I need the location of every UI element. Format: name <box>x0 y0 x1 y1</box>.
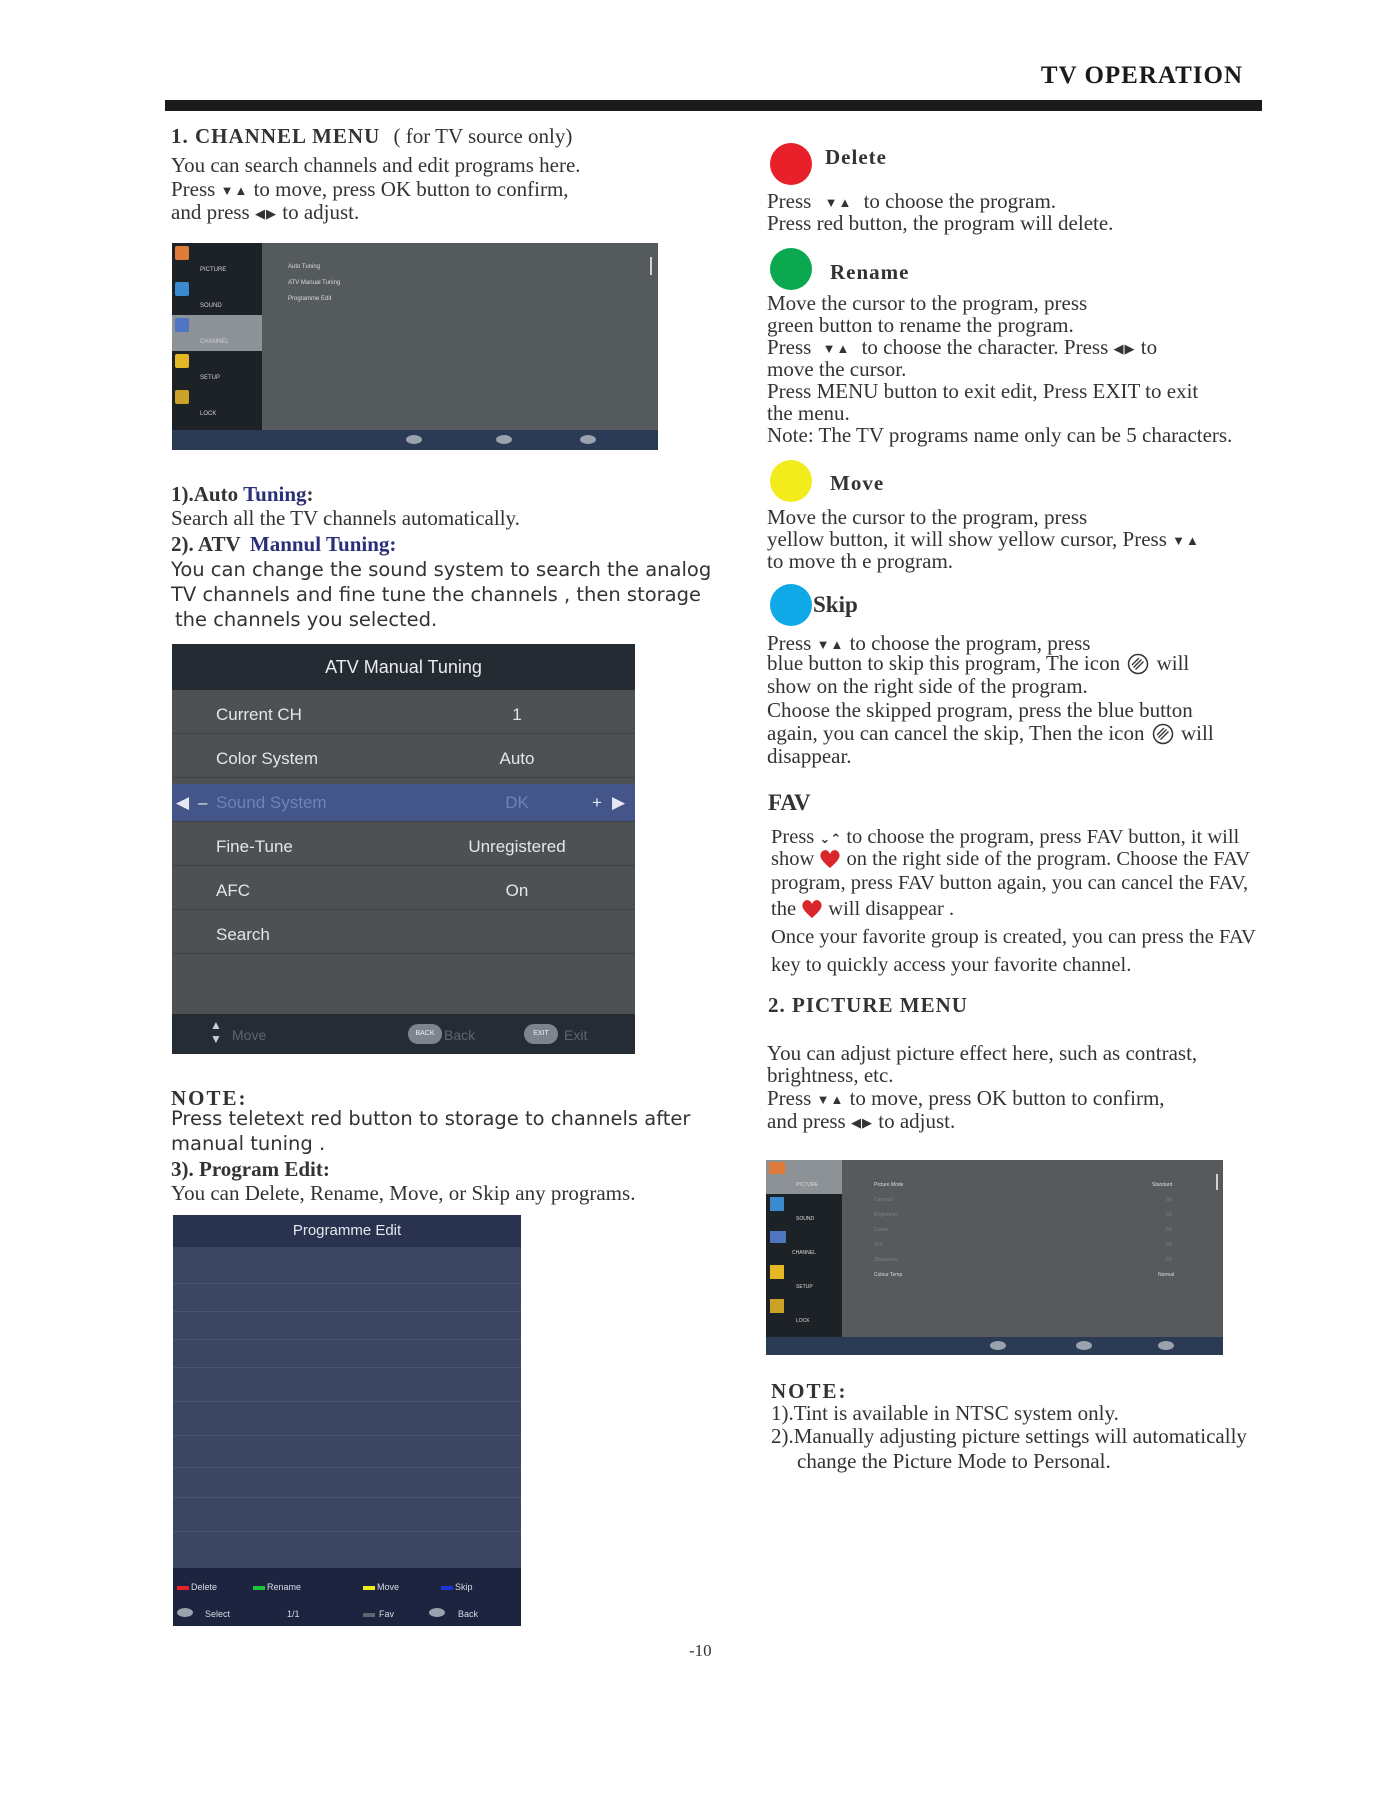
atv-manual-desc3: the channels you selected. <box>175 608 438 631</box>
text-press: Press <box>767 631 812 655</box>
plus-icon: + <box>592 793 602 812</box>
back-key-icon <box>408 1024 442 1044</box>
scrollbar <box>1216 1174 1218 1190</box>
text-adjust: to adjust. <box>878 1109 956 1133</box>
skip-line6: disappear. <box>767 744 852 768</box>
auto-tuning-label <box>171 483 314 505</box>
mannul-tuning-label: Mannul Tuning: <box>249 532 397 556</box>
picture-option: Sharpness <box>874 1257 898 1263</box>
picture-menu-line3 <box>767 1087 1165 1111</box>
sidebar-item-setup <box>172 351 262 387</box>
footer-back: Back <box>458 1609 479 1619</box>
skip-line5 <box>767 722 1214 745</box>
text-press: Press <box>771 826 815 848</box>
channel-menu-heading <box>171 125 572 147</box>
atv-row <box>172 872 635 910</box>
red-key-icon <box>177 1586 189 1590</box>
footer-skip: Skip <box>455 1582 473 1592</box>
atv-row-selected <box>172 784 635 822</box>
footer-fav: Fav <box>379 1609 395 1619</box>
picture-icon <box>175 246 189 260</box>
sidebar-item-picture <box>766 1160 842 1194</box>
ok-key-icon <box>177 1608 193 1617</box>
note-line2: manual tuning . <box>171 1132 326 1155</box>
divider <box>173 1367 521 1368</box>
skip-title: Skip <box>813 592 858 617</box>
divider <box>173 1467 521 1468</box>
pe-screen-footer <box>173 1568 521 1626</box>
auto-label: 1).Auto <box>171 482 239 506</box>
picture-menu-title: 2. PICTURE MENU <box>768 993 968 1017</box>
menu-option: Auto Tuning <box>288 264 321 270</box>
yellow-circle-icon <box>770 460 812 502</box>
atv-row <box>172 828 635 866</box>
exit-key-label: EXIT <box>533 1030 549 1037</box>
sidebar-label: SETUP <box>796 1284 813 1290</box>
fav-line3: program, press FAV button again, you can cancel the FAV, <box>771 872 1249 894</box>
picture-value: 50 <box>1166 1212 1172 1218</box>
sidebar-item-channel <box>766 1228 842 1262</box>
key-icon <box>580 435 596 444</box>
down-up-arrows-icon: ▼▲ <box>816 637 845 652</box>
menu-option: ATV Manual Tuning <box>288 280 341 286</box>
sidebar-label: LOCK <box>200 411 217 417</box>
channel-menu-line3 <box>171 201 359 225</box>
text-blue-button: blue button to skip this program, The icon <box>767 651 1121 675</box>
note-line1: Press teletext red button to storage to channels after <box>171 1107 691 1130</box>
key-icon <box>496 435 512 444</box>
delete-line2: Press red button, the program will delete. <box>767 211 1114 235</box>
back-key-label: BACK <box>415 1030 435 1037</box>
atv-manual-tuning-screenshot <box>172 644 635 1054</box>
text-and-press: and press <box>767 1109 846 1133</box>
skip-line3: show on the right side of the program. <box>767 674 1088 698</box>
down-up-arrows-icon: ▼▲ <box>1172 533 1200 548</box>
down-up-chevrons-icon: ⌄⌃ <box>819 832 842 847</box>
heart-icon <box>819 849 841 869</box>
atv-manual-label <box>171 533 396 555</box>
atv-row <box>172 696 635 734</box>
text-press: Press <box>767 335 812 359</box>
picture-option: Brightness <box>874 1212 898 1218</box>
sidebar-item-lock <box>172 387 262 423</box>
footer-rename: Rename <box>267 1582 302 1592</box>
key-icon <box>990 1341 1006 1350</box>
page-number: -10 <box>689 1641 712 1660</box>
row-value: Unregistered <box>468 837 566 856</box>
sidebar-label: PICTURE <box>796 1182 818 1188</box>
text-choose: to choose the program, press <box>849 631 1091 655</box>
picture-value: Standard <box>1152 1182 1173 1188</box>
sidebar-label: CHANNEL <box>792 1250 816 1256</box>
footer-move: Move <box>377 1582 400 1592</box>
rename-line6: the menu. <box>767 401 850 425</box>
rename-title: Rename <box>830 260 910 284</box>
sidebar-label: CHANNEL <box>200 339 229 345</box>
green-circle-icon <box>770 248 812 290</box>
picture-value: 50 <box>1166 1257 1172 1263</box>
left-right-arrows-icon: ◀▶ <box>1113 341 1136 356</box>
picture-value: 50 <box>1166 1227 1172 1233</box>
skip-icon <box>1152 723 1174 745</box>
header-rule <box>165 100 1262 111</box>
footer-select: Select <box>205 1609 231 1619</box>
fav-line2 <box>771 848 1250 870</box>
text-right-side: on the right side of the program. Choose the FAV <box>846 848 1251 870</box>
text-will: will <box>1180 721 1214 745</box>
blue-circle-icon <box>770 584 812 626</box>
picture-menu-line2: brightness, etc. <box>767 1063 894 1087</box>
key-icon <box>406 435 422 444</box>
text-press: Press <box>767 1086 812 1110</box>
key-icon <box>1158 1341 1174 1350</box>
lock-icon <box>175 390 189 404</box>
picture-option: Colour Temp <box>874 1272 903 1278</box>
row-label: Current CH <box>216 705 302 724</box>
picture-menu-line4 <box>767 1110 955 1134</box>
sound-icon <box>770 1197 784 1211</box>
atv-manual-desc1: You can change the sound system to search the analog <box>171 558 712 581</box>
sidebar-label: SOUND <box>200 303 222 309</box>
sidebar-label: PICTURE <box>200 267 227 273</box>
note2-title: NOTE: <box>771 1379 848 1403</box>
picture-value: 50 <box>1166 1197 1172 1203</box>
row-label: Search <box>216 925 270 944</box>
text-and-press: and press <box>171 200 250 224</box>
red-circle-icon <box>770 143 812 185</box>
divider <box>173 1311 521 1312</box>
channel-menu-screenshot <box>172 243 658 450</box>
note2-line1: 1).Tint is available in NTSC system only. <box>771 1401 1119 1425</box>
sidebar-item-sound <box>766 1194 842 1228</box>
picture-value: 50 <box>1166 1242 1172 1248</box>
key-icon <box>1076 1341 1092 1350</box>
atv-label: 2). ATV <box>171 532 241 556</box>
minus-icon: – <box>198 793 208 812</box>
move-line1: Move the cursor to the program, press <box>767 505 1088 529</box>
left-right-arrows-icon: ◀▶ <box>850 1115 873 1130</box>
back-key-icon <box>429 1608 445 1617</box>
skip-icon <box>1127 653 1149 675</box>
atv-manual-desc2: TV channels and fine tune the channels , then storage <box>171 583 702 606</box>
text-choose-fav: to choose the program, press FAV button, it will <box>846 826 1240 848</box>
down-up-arrows-icon: ▼▲ <box>824 195 853 210</box>
row-label: AFC <box>216 881 250 900</box>
picture-option: Contrast <box>874 1197 893 1203</box>
atv-row <box>172 916 635 954</box>
program-edit-label: 3). Program Edit: <box>171 1157 330 1181</box>
text-press: Press <box>171 177 216 201</box>
note-title: NOTE: <box>171 1086 248 1110</box>
right-arrow-icon: ▶ <box>612 793 626 812</box>
menu-footer-bar <box>172 430 658 450</box>
sound-icon <box>175 282 189 296</box>
star-icon <box>175 354 189 368</box>
row-label: Sound System <box>216 793 327 812</box>
pe-screen-title: Programme Edit <box>173 1215 521 1247</box>
text-disappear: will disappear . <box>828 898 955 920</box>
channel-menu-title: 1. CHANNEL MENU <box>171 124 381 148</box>
rename-line5: Press MENU button to exit edit, Press EXIT to exit <box>767 379 1199 403</box>
picture-menu-line1: You can adjust picture effect here, such as contrast, <box>767 1041 1198 1065</box>
text-choose-char: to choose the character. Press <box>861 335 1109 359</box>
footer-exit: Exit <box>564 1027 588 1043</box>
heart-icon <box>801 899 823 919</box>
sidebar-item-lock <box>766 1296 842 1330</box>
channel-icon <box>175 318 189 332</box>
skip-line4: Choose the skipped program, press the blue button <box>767 698 1193 722</box>
channel-menu-line2 <box>171 178 569 202</box>
text-to: to <box>1140 335 1158 359</box>
sidebar-label: SETUP <box>200 375 221 381</box>
menu-option: Programme Edit <box>288 296 332 302</box>
menu-footer-bar <box>766 1337 1223 1355</box>
row-value: On <box>505 881 529 900</box>
fav-title: FAV <box>768 790 811 815</box>
divider <box>173 1435 521 1436</box>
scrollbar <box>650 257 652 275</box>
rename-line1: Move the cursor to the program, press <box>767 291 1088 315</box>
row-value: 1 <box>512 705 522 724</box>
left-right-arrows-icon: ◀▶ <box>254 206 277 221</box>
sidebar-label: LOCK <box>796 1318 810 1324</box>
fav-line4 <box>771 898 954 920</box>
sidebar-item-setup <box>766 1262 842 1296</box>
atv-screen-title: ATV Manual Tuning <box>172 644 635 690</box>
footer-back: Back <box>444 1027 476 1043</box>
tuning-label: Tuning <box>243 482 307 506</box>
text-cancel-skip: again, you can cancel the skip, Then the icon <box>767 721 1145 745</box>
picture-option: Tint <box>874 1242 883 1248</box>
channel-menu-title-note: ( for TV source only) <box>393 124 573 148</box>
note2-line2: 2).Manually adjusting picture settings will automatically <box>771 1424 1247 1448</box>
up-down-arrows-icon: ▲ ▼ <box>210 1018 222 1046</box>
move-title: Move <box>830 471 885 495</box>
note2-line3: change the Picture Mode to Personal. <box>797 1449 1111 1473</box>
sidebar-item-picture <box>172 243 262 279</box>
channel-menu-line1: You can search channels and edit programs here. <box>171 153 581 177</box>
text-adjust: to adjust. <box>282 200 360 224</box>
footer-delete: Delete <box>191 1582 218 1592</box>
sidebar-label: SOUND <box>796 1216 815 1222</box>
left-arrow-icon: ◀ <box>176 793 190 812</box>
fav-key-icon <box>363 1613 375 1617</box>
text-yellow-button: yellow button, it will show yellow cursor, Press <box>767 527 1167 551</box>
program-edit-desc: You can Delete, Rename, Move, or Skip any programs. <box>171 1181 636 1205</box>
channel-icon <box>770 1231 786 1243</box>
picture-menu-screenshot <box>766 1160 1223 1355</box>
auto-tuning-desc: Search all the TV channels automatically. <box>171 506 520 530</box>
delete-title: Delete <box>825 145 887 169</box>
picture-icon <box>769 1162 785 1174</box>
divider <box>173 1497 521 1498</box>
text-the: the <box>771 898 797 920</box>
skip-line2 <box>767 652 1189 675</box>
sidebar-item-channel <box>172 315 262 351</box>
text-will: will <box>1156 651 1190 675</box>
divider <box>173 1531 521 1532</box>
row-label: Fine-Tune <box>216 837 293 856</box>
divider <box>173 1283 521 1284</box>
blue-key-icon <box>441 1586 453 1590</box>
down-up-arrows-icon: ▼▲ <box>220 183 249 198</box>
text-show: show <box>771 848 815 870</box>
text-move: to move, press OK button to confirm, <box>253 177 569 201</box>
picture-option: Picture Mode <box>874 1182 904 1188</box>
divider <box>173 1401 521 1402</box>
picture-option: Colour <box>874 1227 889 1233</box>
fav-line5: Once your favorite group is created, you can press the FAV <box>771 926 1256 948</box>
lock-icon <box>770 1299 784 1313</box>
green-key-icon <box>253 1586 265 1590</box>
star-icon <box>770 1265 784 1279</box>
footer-move: Move <box>232 1027 267 1043</box>
rename-line2: green button to rename the program. <box>767 313 1074 337</box>
text-move: to move, press OK button to confirm, <box>849 1086 1165 1110</box>
row-value: Auto <box>499 749 535 768</box>
picture-value: Normal <box>1158 1272 1175 1278</box>
text-press: Press <box>767 189 812 213</box>
rename-line7: Note: The TV programs name only can be 5 characters. <box>767 423 1233 447</box>
yellow-key-icon <box>363 1586 375 1590</box>
sidebar-item-sound <box>172 279 262 315</box>
move-line3: to move th e program. <box>767 549 954 573</box>
programme-edit-screenshot <box>173 1215 521 1626</box>
row-label: Color System <box>216 749 319 768</box>
row-value: DK <box>505 793 529 812</box>
colon: : <box>306 482 314 506</box>
down-up-arrows-icon: ▼▲ <box>816 1092 845 1107</box>
fav-line6: key to quickly access your favorite channel. <box>771 954 1132 976</box>
atv-row <box>172 740 635 778</box>
atv-screen-footer <box>172 1014 635 1054</box>
page-title: TV OPERATION <box>1040 62 1243 89</box>
text-choose: to choose the program. <box>863 189 1057 213</box>
exit-key-icon <box>524 1024 558 1044</box>
footer-page: 1/1 <box>287 1609 300 1619</box>
rename-line4: move the cursor. <box>767 357 907 381</box>
down-up-arrows-icon: ▼▲ <box>822 341 851 356</box>
divider <box>173 1339 521 1340</box>
